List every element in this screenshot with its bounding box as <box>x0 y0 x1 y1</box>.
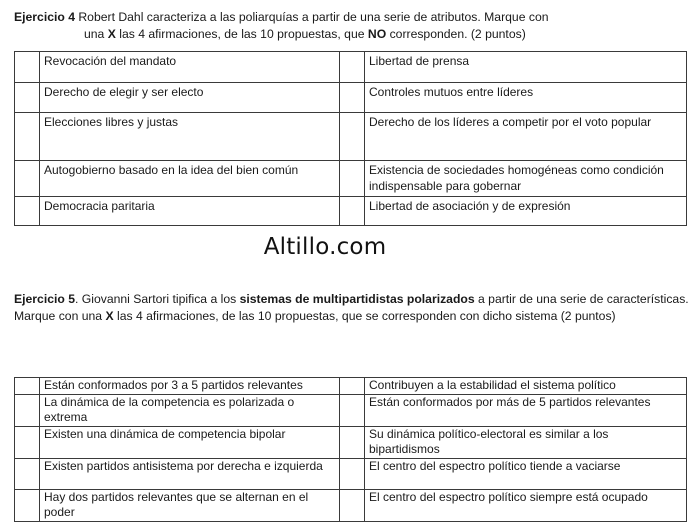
answer-mark-cell[interactable] <box>340 378 365 395</box>
table-row <box>15 161 687 197</box>
option-cell: La dinámica de la competencia es polarizada o extrema <box>40 394 340 426</box>
option-cell: Libertad de asociación y de expresión <box>365 197 687 226</box>
answer-mark-cell[interactable] <box>340 161 365 197</box>
option-cell: Derecho de los líderes a competir por el voto popular <box>365 113 687 161</box>
answer-mark-cell[interactable] <box>15 458 40 489</box>
answer-mark-cell[interactable] <box>340 197 365 226</box>
answer-mark-cell[interactable] <box>15 161 40 197</box>
exercise-5-text-a: . Giovanni Sartori tipifica a los <box>74 292 240 306</box>
option-cell: Libertad de prensa <box>365 52 687 83</box>
exercise-5-heading <box>14 291 690 324</box>
exercise-5-table <box>14 377 687 522</box>
table-row <box>15 52 687 83</box>
answer-mark-cell[interactable] <box>340 394 365 426</box>
exercise-4-label: Ejercicio 4 <box>14 10 75 24</box>
option-cell: El centro del espectro político tiende a vaciarse <box>365 458 687 489</box>
option-cell: Están conformados por más de 5 partidos relevantes <box>365 394 687 426</box>
option-cell: Hay dos partidos relevantes que se alternan en el poder <box>40 489 340 521</box>
exercise-5-text-b: a partir de una serie de características. Marque con una <box>14 292 689 323</box>
answer-mark-cell[interactable] <box>340 113 365 161</box>
option-cell: Democracia paritaria <box>40 197 340 226</box>
answer-mark-cell[interactable] <box>15 52 40 83</box>
answer-mark-cell[interactable] <box>15 83 40 113</box>
exercise-4-heading <box>14 9 690 42</box>
exercise-5-x-mark: X <box>105 308 114 323</box>
answer-mark-cell[interactable] <box>340 83 365 113</box>
option-cell: Elecciones libres y justas <box>40 113 340 161</box>
watermark-text: Altillo.com <box>263 234 387 260</box>
option-cell: Su dinámica político-electoral es similar a los bipartidismos <box>365 426 687 458</box>
exercise-5-bold-term: sistemas de multipartidistas polarizados <box>239 292 475 306</box>
table-row <box>15 197 687 226</box>
answer-mark-cell[interactable] <box>15 378 40 395</box>
table-row <box>15 113 687 161</box>
option-cell: El centro del espectro político siempre está ocupado <box>365 489 687 521</box>
exercise-5-text-c: las 4 afirmaciones, de las 10 propuestas, que se corresponden con dicho sistema (2 puntos) <box>113 308 616 323</box>
exercise-4-text-a: Robert Dahl caracteriza a las poliarquías a partir de una serie de atributos. Marque con <box>74 10 549 24</box>
option-cell: Revocación del mandato <box>40 52 340 83</box>
option-cell: Controles mutuos entre líderes <box>365 83 687 113</box>
exercise-4-no: NO <box>367 26 387 41</box>
answer-mark-cell[interactable] <box>15 426 40 458</box>
answer-mark-cell[interactable] <box>15 197 40 226</box>
answer-mark-cell[interactable] <box>340 52 365 83</box>
table-row <box>15 378 687 395</box>
option-cell: Existen partidos antisistema por derecha e izquierda <box>40 458 340 489</box>
table-row <box>15 489 687 521</box>
option-cell: Existen una dinámica de competencia bipolar <box>40 426 340 458</box>
exercise-4-x-mark: X <box>107 26 116 41</box>
exercise-4-text-d: corresponden. (2 puntos) <box>386 26 526 41</box>
exercise-4-text-c: las 4 afirmaciones, de las 10 propuestas, que <box>115 26 368 41</box>
table-row <box>15 426 687 458</box>
table-row <box>15 83 687 113</box>
exercise-4-table <box>14 51 687 226</box>
answer-mark-cell[interactable] <box>15 489 40 521</box>
answer-mark-cell[interactable] <box>15 394 40 426</box>
table-row <box>15 394 687 426</box>
exercise-4-text-b: una <box>84 26 108 41</box>
option-cell: Contribuyen a la estabilidad el sistema político <box>365 378 687 395</box>
answer-mark-cell[interactable] <box>340 458 365 489</box>
exercise-5-label: Ejercicio 5 <box>14 292 75 306</box>
option-cell: Derecho de elegir y ser electo <box>40 83 340 113</box>
answer-mark-cell[interactable] <box>340 489 365 521</box>
table-row <box>15 458 687 489</box>
option-cell: Existencia de sociedades homogéneas como condición indispensable para gobernar <box>365 161 687 197</box>
answer-mark-cell[interactable] <box>340 426 365 458</box>
option-cell: Están conformados por 3 a 5 partidos relevantes <box>40 378 340 395</box>
answer-mark-cell[interactable] <box>15 113 40 161</box>
option-cell: Autogobierno basado en la idea del bien común <box>40 161 340 197</box>
